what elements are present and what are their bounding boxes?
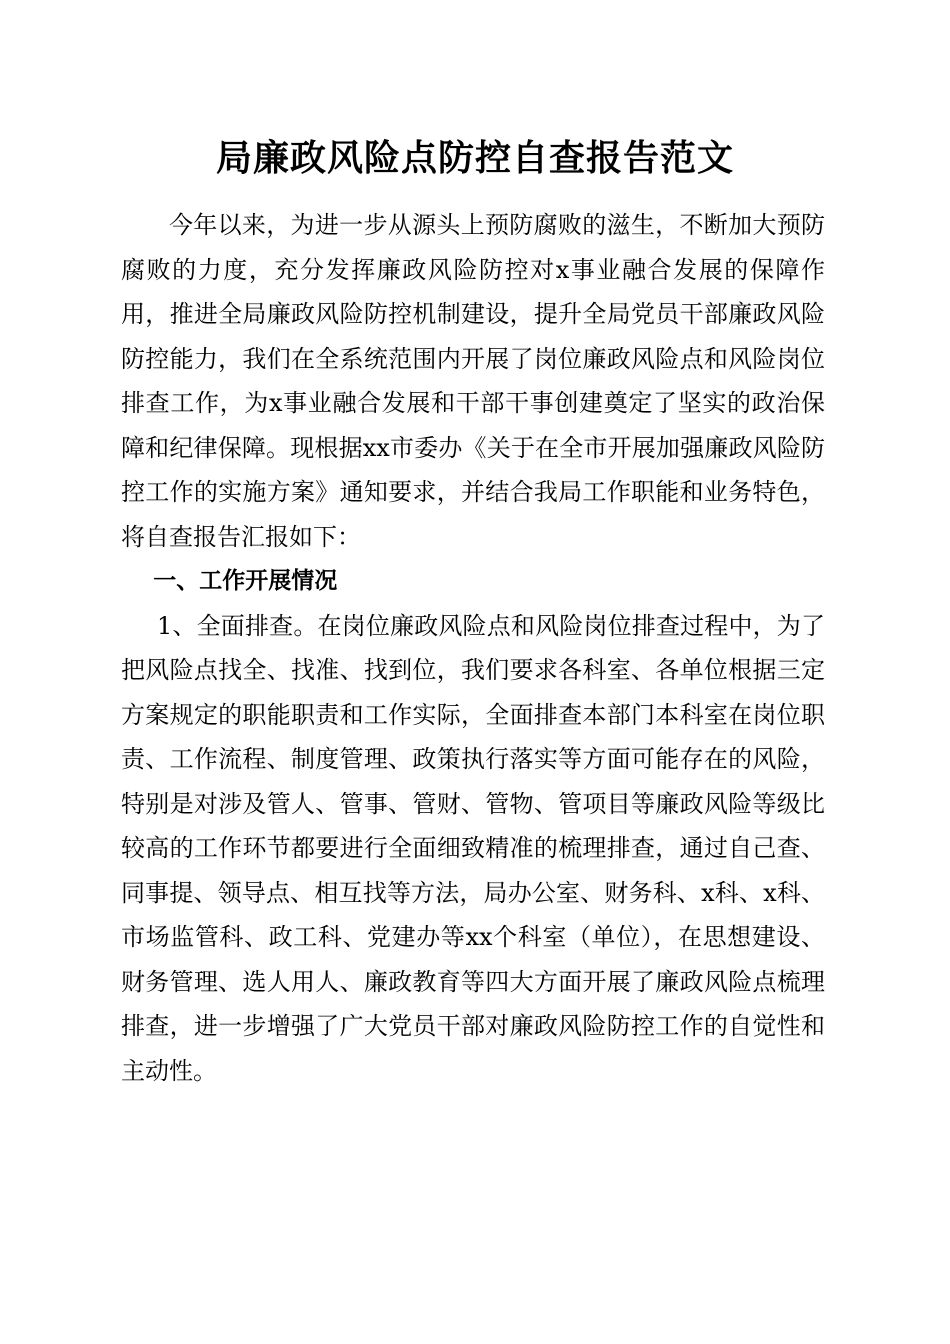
document-body [121,203,825,1093]
paragraph-comprehensive-inspection: 1、全面排查。在岗位廉政风险点和风险岗位排查过程中，为了把风险点找全、找准、找到位，我们要求各科室、各单位根据三定方案规定的职能职责和工作实际，全面排查本部门本科室在岗位职责、工作流程、制度管理、政策执行落实等方面可能存在的风险，特别是对涉及管人、管事、管财、管物、管项目等廉政风险等级比较高的工作环节都要进行全面细致精准的梳理排查，通过自己查、同事提、领导点、相互找等方法，局办公室、财务科、x科、x科、市场监管科、政工科、党建办等xx个科室（单位），在思想建设、财务管理、选人用人、廉政教育等四大方面开展了廉政风险点梳理排查，进一步增强了广大党员干部对廉政风险防控工作的自觉性和主动性。 [121,611,825,1085]
document-title: 局廉政风险点防控自查报告范文 [215,137,734,179]
intro-paragraph: 今年以来，为进一步从源头上预防腐败的滋生，不断加大预防腐败的力度，充分发挥廉政风险防控对x事业融合发展的保障作用，推进全局廉政风险防控机制建设，提升全局党员干部廉政风险防控能力，我们在全系统范围内开展了岗位廉政风险点和风险岗位排查工作，为x事业融合发展和干部干事创建奠定了坚实的政治保障和纪律保障。现根据xx市委办《关于在全市开展加强廉政风险防控工作的实施方案》通知要求，并结合我局工作职能和业务特色，将自查报告汇报如下： [121,211,825,551]
section-heading-work-status: 一、工作开展情况 [153,568,338,594]
